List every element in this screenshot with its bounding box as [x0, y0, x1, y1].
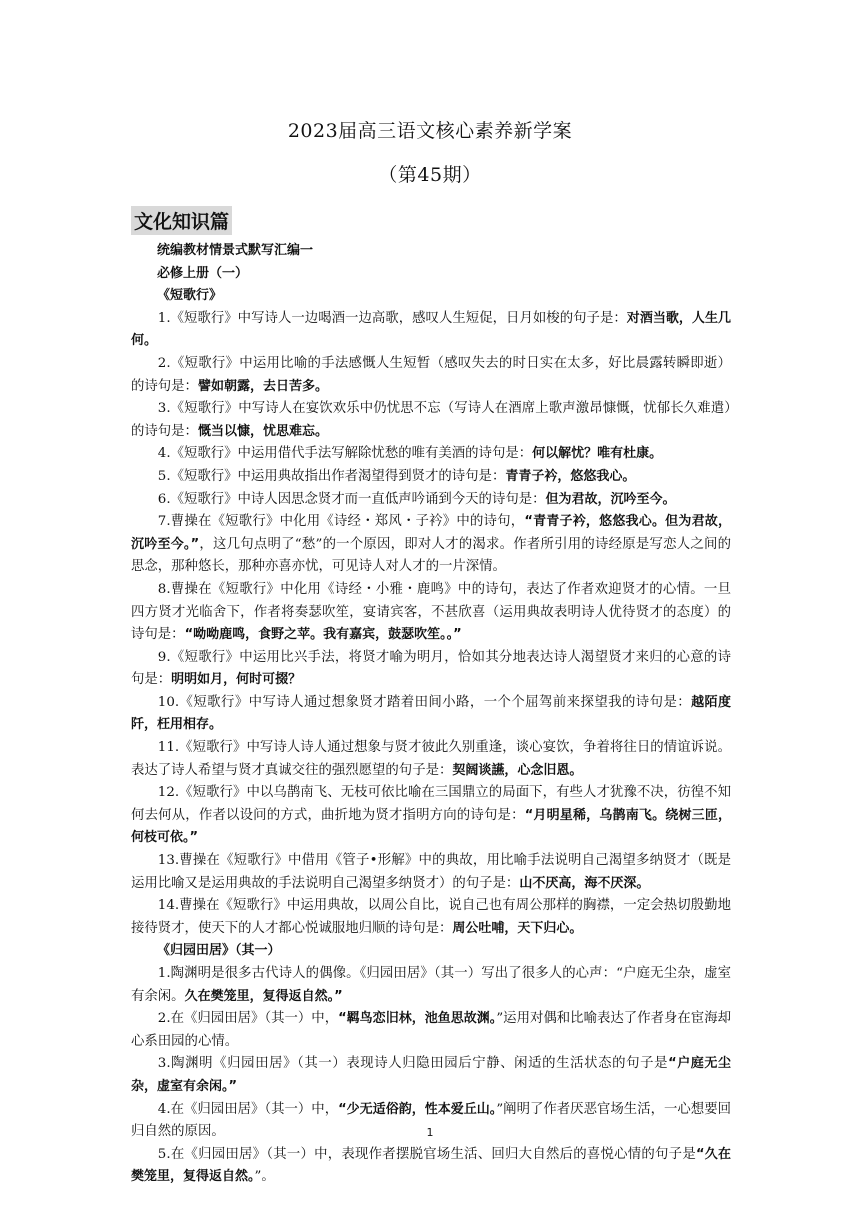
question-text: 12.《短歌行》中以乌鹊南飞、无枝可依比喻在三国鼎立的局面下，有些人才犹豫不决，彷徨不知何去何从，作者以设问的方式，曲折地为贤才指明方向的诗句是：	[131, 785, 731, 823]
question-text: 10.《短歌行》中写诗人通过想象贤才踏着田间小路，一个个屈驾前来探望我的诗句是：	[157, 694, 692, 710]
question-text: 2.《短歌行》中运用比喻的手法感慨人生短暂（感叹失去的时日实在太多，好比晨露转瞬即逝）的诗句是：	[131, 355, 731, 394]
answer-text: 山不厌高，海不厌深。	[519, 875, 650, 891]
answer-text: 何以解忧？唯有杜康。	[532, 446, 663, 462]
question-item	[131, 398, 731, 443]
question-item	[131, 647, 731, 692]
question-item	[131, 692, 731, 737]
answer-text: “久在樊笼里，复得返自然。	[131, 1146, 732, 1185]
document-title: 2023届高三语文核心素养新学案	[287, 120, 573, 142]
question-item	[131, 579, 731, 647]
question-text: 5.在《归园田居》（其一）中，表现作者摆脱官场生活、回归大自然后的喜悦心情的句子是	[157, 1146, 696, 1162]
question-item	[131, 466, 731, 489]
question-text: 5.《短歌行》中运用典故指出作者渴望得到贤才的诗句是：	[157, 468, 506, 484]
answer-text: 久在樊笼里，复得返自然。”	[184, 988, 343, 1004]
question-tail: ”运用对偶和比喻表达了作者身在宦海却心系田园的心情。	[131, 1011, 731, 1049]
question-text: 1.《短歌行》中写诗人一边喝酒一边高歌，感叹人生短促，日月如梭的句子是：	[157, 310, 627, 326]
question-item	[131, 1053, 731, 1098]
answer-text: 青青子衿，悠悠我心。	[505, 468, 636, 484]
answer-text: 契阔谈讌，心念旧恩。	[452, 762, 583, 778]
question-item	[131, 850, 731, 895]
question-text: 3.陶渊明《归园田居》（其一）表现诗人归隐田园后宁静、闲适的生活状态的句子是	[157, 1056, 669, 1072]
question-item	[131, 1144, 731, 1189]
question-item	[131, 443, 731, 466]
question-item	[131, 782, 731, 850]
question-item	[131, 1008, 731, 1053]
question-text: 7.曹操在《短歌行》中化用《诗经・郑风・子衿》中的诗句，	[157, 514, 525, 530]
question-item	[131, 353, 731, 398]
question-text: 11.《短歌行》中写诗人诗人通过想象与贤才彼此久别重逢，谈心宴饮，争着将往日的情谊诉说。表达了诗人希望与贤才真诚交往的强烈愿望的句子是：	[131, 740, 731, 778]
document-body	[131, 240, 731, 1189]
answer-text: “少无适俗韵，性本爱丘山。	[338, 1101, 497, 1117]
answer-text: “青青子衿，悠悠我心。但为君故，沉吟至今。”	[131, 514, 732, 552]
answer-text: 譬如朝露，去日苦多。	[197, 378, 328, 394]
answer-text: 越陌度阡，枉用相存。	[131, 694, 731, 733]
poem1-question-list	[131, 308, 731, 941]
question-text: 4.在《归园田居》（其一）中，	[157, 1101, 339, 1117]
subtitle: 统编教材情景式默写汇编一	[157, 243, 314, 258]
answer-text: 周公吐哺，天下归心。	[452, 920, 583, 936]
question-text: 13.曹操在《短歌行》中借用《管子•形解》中的典故，用比喻手法说明自己渴望多纳贤才（既是运用比喻又是运用典故的手法说明自己渴望多纳贤才）的句子是：	[131, 853, 731, 891]
answer-text: “羁鸟恋旧林，池鱼思故渊。	[338, 1011, 497, 1027]
question-tail: ”。	[254, 1169, 275, 1185]
question-text: 3.《短歌行》中写诗人在宴饮欢乐中仍忧思不忘（写诗人在酒席上歌声激昂慷慨，忧郁长久难遣）的诗句是：	[131, 401, 731, 439]
answer-text: “月明星稀，乌鹊南飞。绕树三匝，何枝可依。”	[131, 807, 732, 846]
question-text: 8.曹操在《短歌行》中化用《诗经・小雅・鹿鸣》中的诗句，表达了作者欢迎贤才的心情。一旦四方贤才光临舍下，作者将奏瑟吹笙，宴请宾客，不甚欣喜（运用典故表明诗人优待贤才的态度）的诗句是：	[131, 581, 731, 643]
question-tail: ”阐明了作者厌恶官场生活，一心想要回归自然的原因。	[131, 1101, 731, 1140]
question-text: 6.《短歌行》中诗人因思念贤才而一直低声吟诵到今天的诗句是：	[157, 491, 546, 507]
question-text: 14.曹操在《短歌行》中运用典故，以周公自比，说自己也有周公那样的胸襟，一定会热切殷勤地接待贤才，使天下的人才都心悦诚服地归顺的诗句是：	[131, 898, 731, 936]
answer-text: 对酒当歌，人生几何。	[131, 310, 731, 349]
question-text: 9.《短歌行》中运用比兴手法，将贤才喻为明月，恰如其分地表达诗人渴望贤才来归的心意的诗句是：	[131, 649, 731, 688]
question-item	[131, 737, 731, 782]
question-item	[131, 895, 731, 940]
question-text: 4.《短歌行》中运用借代手法写解除忧愁的唯有美酒的诗句是：	[157, 446, 533, 462]
page-number: 1	[426, 1126, 434, 1139]
question-item	[131, 511, 731, 579]
answer-text: “户庭无尘杂，虚室有余闲。”	[131, 1056, 731, 1094]
question-item	[131, 308, 731, 353]
answer-text: 但为君故，沉吟至今。	[545, 491, 676, 507]
question-text: 2.在《归园田居》（其一）中，	[157, 1011, 339, 1027]
section-heading: 文化知识篇	[131, 206, 232, 235]
question-item	[131, 489, 731, 512]
question-item	[131, 963, 731, 1008]
answer-text: 慨当以慷，忧思难忘。	[197, 423, 328, 439]
poem-heading: 《短歌行》	[157, 288, 223, 304]
issue-number: （第45期）	[378, 164, 482, 186]
answer-text: 明明如月，何时可掇？	[171, 672, 302, 688]
question-text: 1.陶渊明是很多古代诗人的偶像。《归园田居》（其一）写出了很多人的心声：“户庭无尘杂，虚室有余闲。	[131, 966, 731, 1004]
poem-heading: 《归园田居》（其一）	[157, 943, 281, 959]
volume-heading: 必修上册（一）	[157, 265, 249, 281]
poem2-question-list	[131, 963, 731, 1189]
answer-text: “呦呦鹿鸣，食野之苹。我有嘉宾，鼓瑟吹笙。。”	[184, 627, 462, 643]
question-tail: ，这几句点明了“愁”的一个原因，即对人才的渴求。作者所引用的诗经原是写恋人之间的思念，那种悠长，那种亦喜亦忧，可见诗人对人才的一片深情。	[131, 536, 731, 575]
